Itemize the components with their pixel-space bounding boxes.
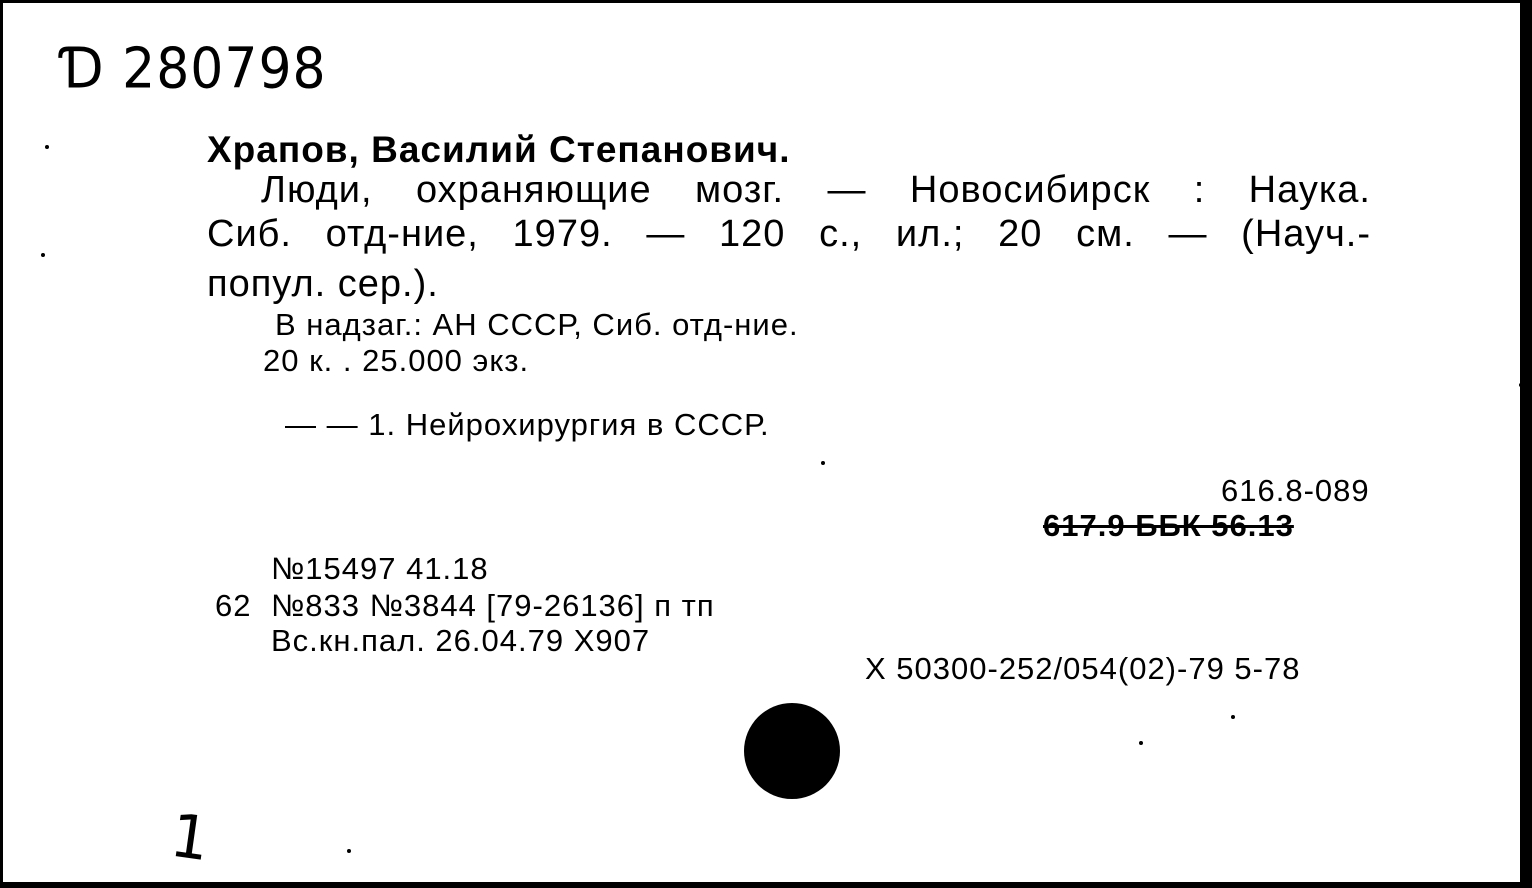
speck <box>1231 715 1235 719</box>
subject-heading: — — 1. Нейрохирургия в СССР. <box>285 407 770 442</box>
speck <box>1139 741 1143 745</box>
speck <box>45 145 49 149</box>
speck <box>821 461 825 465</box>
registry-line-2: №833 №3844 [79-26136] п тп <box>271 588 715 623</box>
speck <box>1519 383 1523 387</box>
speck <box>41 253 45 257</box>
note-line-1: В надзаг.: АН СССР, Сиб. отд-ние. <box>275 307 799 342</box>
corner-handwritten-mark: 1 <box>166 800 214 876</box>
struck-classification: 617.9 ББК 56.13 <box>1043 508 1294 543</box>
author-heading: Храпов, Василий Степанович. <box>207 129 791 170</box>
title-line-3: попул. сер.). <box>207 263 439 305</box>
registry-line-3: Вс.кн.пал. 26.04.79 Х907 <box>271 623 651 658</box>
registry-line-1: №15497 41.18 <box>271 551 489 586</box>
registry-prefix: 62 <box>215 588 252 623</box>
handwritten-inventory-number: Ɗ 280798 <box>61 36 327 102</box>
note-line-2: 20 к. . 25.000 экз. <box>263 343 530 378</box>
catalog-code: Х 50300-252/054(02)-79 5-78 <box>865 651 1301 686</box>
udc-index: 616.8-089 <box>1221 473 1370 508</box>
speck <box>347 849 351 853</box>
title-line-1: Люди, охраняющие мозг. — Новосибирск : Наука. <box>261 169 1371 211</box>
punch-hole <box>744 703 840 799</box>
title-line-2: Сиб. отд-ние, 1979. — 120 с., ил.; 20 см. — (Науч.- <box>207 213 1371 255</box>
